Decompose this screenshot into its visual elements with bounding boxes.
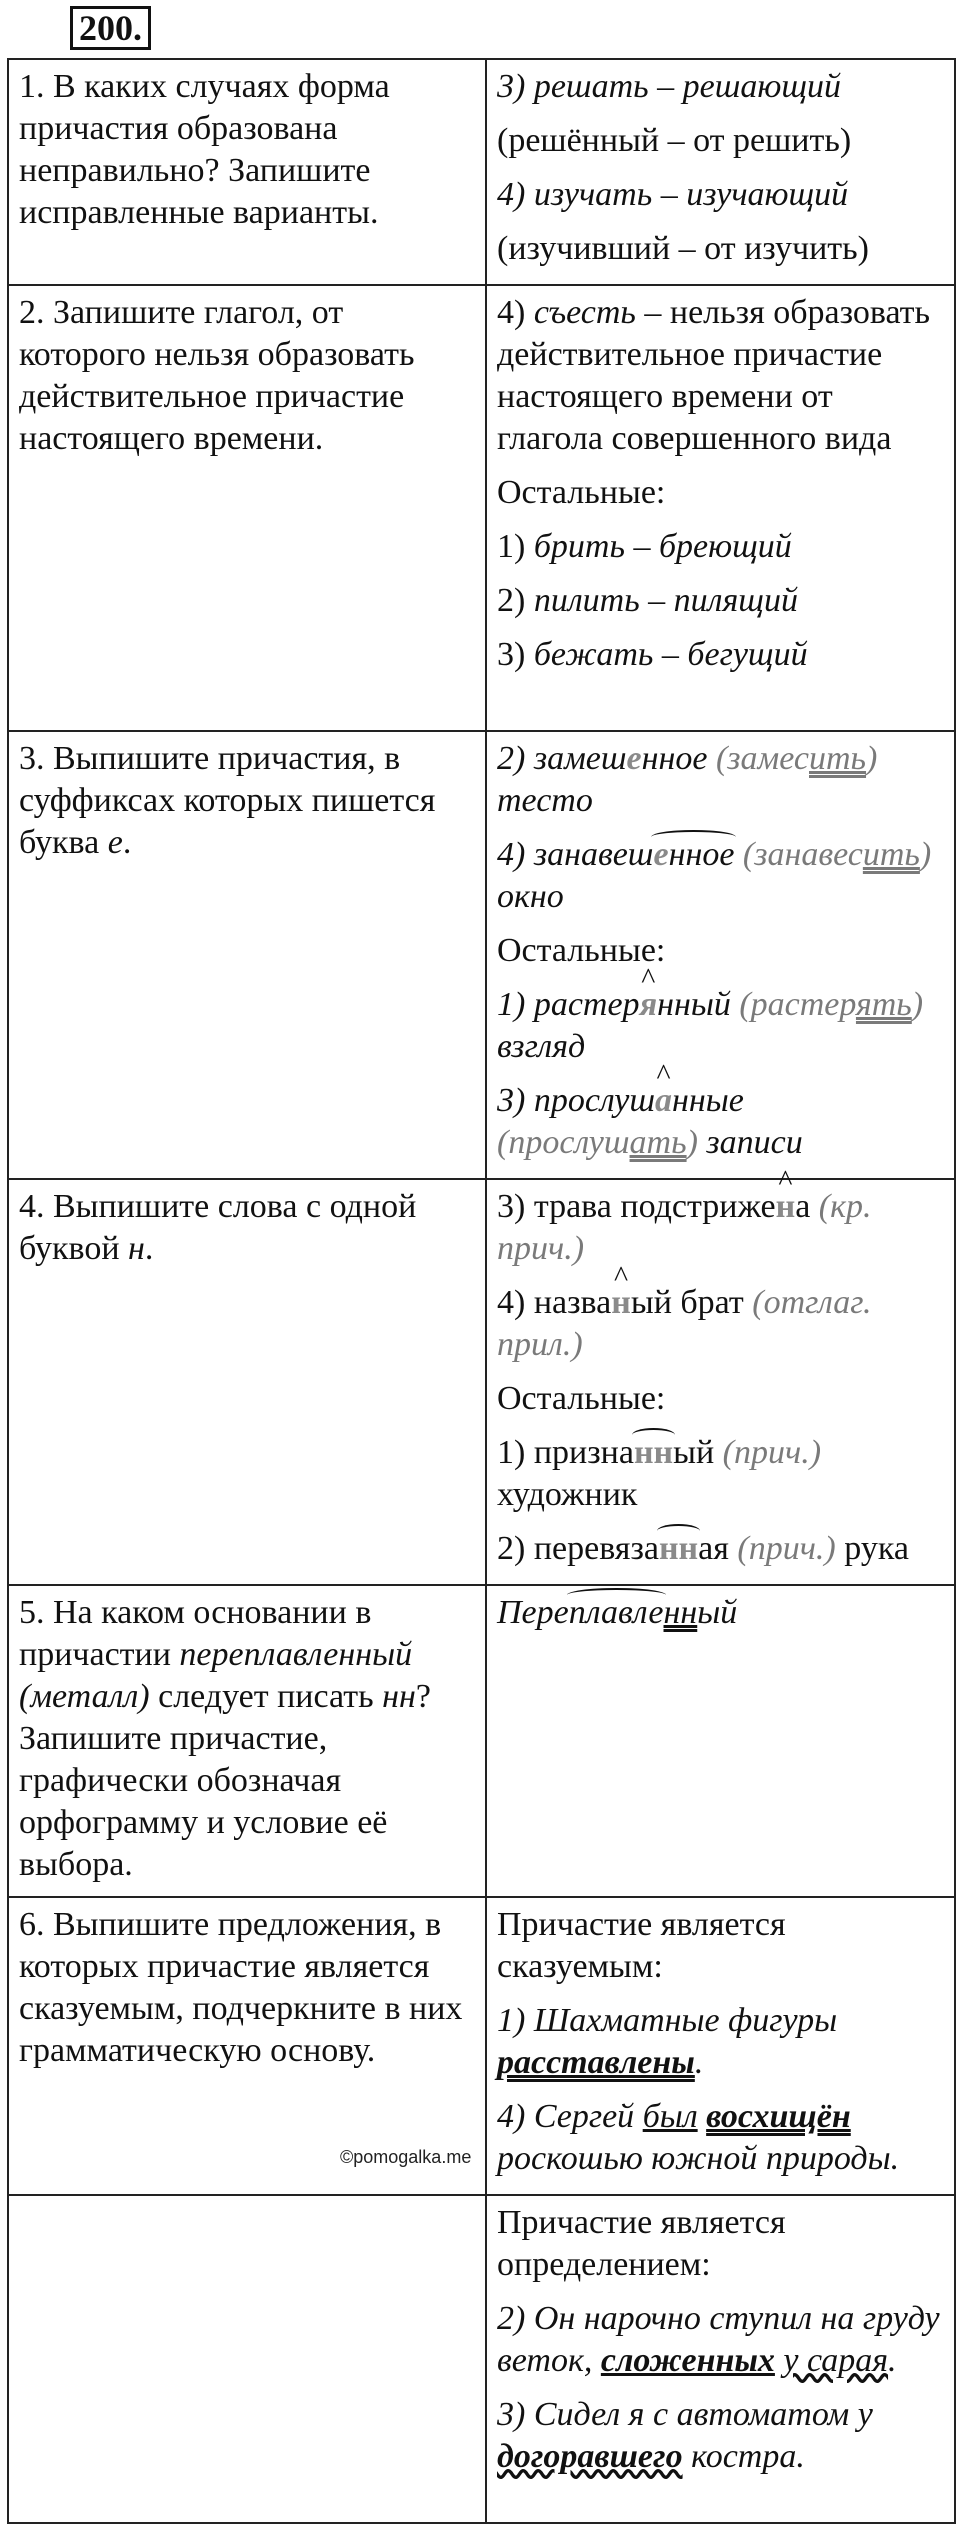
answer-line: (решённый – от решить): [497, 122, 852, 159]
question-text: 5. На каком основании в причастии переплавленный (металл) следует писать нн? Запишите причастие, графически обозначая орфограмму и условие её выбора.: [19, 1594, 431, 1883]
exercise-table: [7, 58, 956, 2524]
answer-line: Причастие является сказуемым:: [497, 1906, 786, 1985]
answer-line: 2) перевязанная (прич.) рука: [497, 1528, 944, 1570]
table-row: [8, 1585, 955, 1897]
answer-cell: [486, 1897, 955, 2195]
answer-line: 3) прослуш^ анные (прослушать) записи: [497, 1080, 944, 1164]
answer-line: 2) Он нарочно ступил на груду веток, сложенных у сарая.: [497, 2300, 940, 2379]
question-text: 1. В каких случаях форма причастия образована неправильно? Запишите исправленные варианты.: [19, 68, 390, 231]
answer-line: 4) назва^ ный брат (отглаг. прил.): [497, 1282, 944, 1366]
answer-line: (изучивший – от изучить): [497, 230, 869, 267]
answer-cell: [486, 59, 955, 285]
question-cell: [8, 731, 486, 1179]
answer-line: 4) съесть – нельзя образовать действительное причастие настоящего времени от глагола совершенного вида: [497, 294, 931, 457]
answer-line: Остальные:: [497, 932, 666, 969]
question-cell: [8, 2195, 486, 2523]
answer-line: 1) брить – бреющий: [497, 528, 792, 565]
question-cell: [8, 1179, 486, 1585]
answer-cell: [486, 285, 955, 731]
answer-line: Переплавленный: [497, 1592, 944, 1634]
answer-line: Остальные:: [497, 1380, 666, 1417]
answer-line: 3) Сидел я с автоматом у догоравшего костра.: [497, 2396, 873, 2475]
answer-cell: [486, 1585, 955, 1897]
question-cell: [8, 59, 486, 285]
answer-line: 3) бежать – бегущий: [497, 636, 808, 673]
question-text: 2. Запишите глагол, от которого нельзя образовать действительное причастие настоящего времени.: [19, 294, 415, 457]
answer-line: Причастие является определением:: [497, 2204, 786, 2283]
exercise-number: 200: [79, 8, 133, 48]
answer-line: 4) занавешенное (занавесить) окно: [497, 836, 932, 915]
answer-line: 2) пилить – пилящий: [497, 582, 798, 619]
table-row: [8, 731, 955, 1179]
answer-line: 2) замешенное (замесить) тесто: [497, 740, 878, 819]
table-row: [8, 285, 955, 731]
table-row: [8, 59, 955, 285]
table-row: [8, 1179, 955, 1585]
answer-line: 1) признанный (прич.) художник: [497, 1434, 822, 1513]
question-cell: [8, 285, 486, 731]
table-row: [8, 2195, 955, 2523]
answer-line: 1) Шахматные фигуры расставлены.: [497, 2002, 838, 2081]
answer-line: 3) трава подстриже^ на (кр. прич.): [497, 1186, 944, 1270]
answer-cell: [486, 2195, 955, 2523]
answer-line: Остальные:: [497, 474, 666, 511]
answer-line: 4) Сергей был восхищён роскошью южной природы.: [497, 2098, 900, 2177]
answer-cell: [486, 731, 955, 1179]
answer-line: 3) решать – решающий: [497, 68, 842, 105]
answer-line: 4) изучать – изучающий: [497, 176, 849, 213]
question-cell: [8, 1585, 486, 1897]
answer-cell: [486, 1179, 955, 1585]
question-text: 4. Выпишите слова с одной буквой н.: [19, 1188, 417, 1267]
question-text: 6. Выпишите предложения, в которых причастие является сказуемым, подчеркните в них грамматическую основу.: [19, 1906, 463, 2069]
exercise-number-badge: 200.: [70, 6, 151, 50]
answer-line: 1) растер^ янный (растерять) взгляд: [497, 984, 944, 1068]
question-text: 3. Выпишите причастия, в суффиксах которых пишется буква е.: [19, 740, 436, 861]
table-row: [8, 1897, 955, 2195]
watermark: ©pomogalka.me: [340, 2147, 472, 2167]
